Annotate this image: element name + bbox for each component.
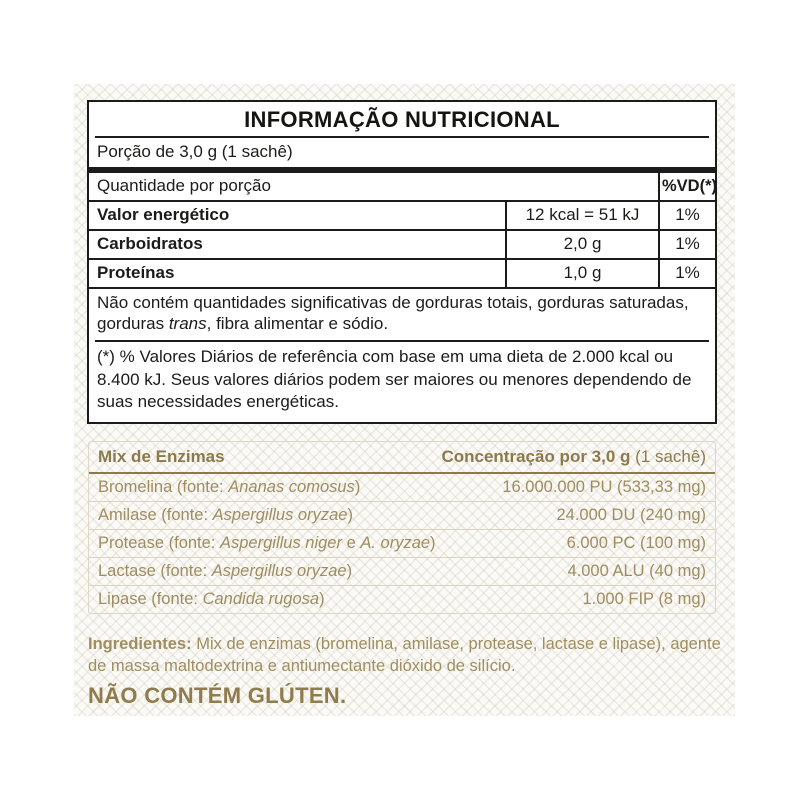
daily-value-header: %VD(*) <box>658 173 715 200</box>
nutrient-label: Carboidratos <box>97 234 203 253</box>
nutrient-label: Proteínas <box>97 263 175 282</box>
enzyme-value: 4.000 ALU (40 mg) <box>567 562 706 580</box>
enzyme-row-lipase <box>89 586 715 613</box>
enzyme-name: Lipase (fonte: Candida rugosa) <box>98 590 325 608</box>
table-row-energy <box>89 202 715 231</box>
no-significant-amounts-note: Não contém quantidades significativas de gorduras totais, gorduras saturadas, gorduras trans, fibra alimentar e sódio. <box>97 293 689 333</box>
nutrient-value: 1,0 g <box>505 260 658 287</box>
table-row-protein <box>89 260 715 289</box>
enzyme-row-bromelina <box>89 474 715 502</box>
enzyme-name: Bromelina (fonte: Ananas comosus) <box>98 478 361 496</box>
nutrition-facts-panel <box>87 100 717 424</box>
serving-size-text: Porção de 3,0 g (1 sachê) <box>97 142 293 161</box>
concentration-header: Concentração por 3,0 g (1 sachê) <box>441 447 706 466</box>
panel-title: INFORMAÇÃO NUTRICIONAL <box>244 107 560 132</box>
nutrient-value: 12 kcal = 51 kJ <box>505 202 658 229</box>
enzyme-row-amilase <box>89 502 715 530</box>
gluten-free-statement: NÃO CONTÉM GLÚTEN. <box>88 683 347 708</box>
table-row-carbs <box>89 231 715 260</box>
nutrient-value: 2,0 g <box>505 231 658 258</box>
enzyme-value: 6.000 PC (100 mg) <box>566 534 706 552</box>
enzyme-value: 16.000.000 PU (533,33 mg) <box>502 478 706 496</box>
enzyme-value: 24.000 DU (240 mg) <box>556 506 706 524</box>
enzyme-mix-table <box>88 441 716 614</box>
quantity-per-serving-label: Quantidade por porção <box>97 176 271 195</box>
daily-values-footnote: (*) % Valores Diários de referência com base em uma dieta de 2.000 kcal ou 8.400 kJ. Seus valores diários podem ser maiores ou menores dependendo de suas necessidades energéticas. <box>97 347 692 411</box>
enzyme-row-protease <box>89 530 715 558</box>
enzyme-row-lactase <box>89 558 715 586</box>
nutrient-dv: 1% <box>658 202 715 229</box>
ingredients-text: Ingredientes: Mix de enzimas (bromelina, amilase, protease, lactase e lipase), agente de massa maltodextrina e antiumectante dióxido de silício. <box>88 635 721 675</box>
enzyme-value: 1.000 FIP (8 mg) <box>582 590 706 608</box>
enzyme-table-header-row <box>89 442 715 474</box>
enzyme-name: Lactase (fonte: Aspergillus oryzae) <box>98 562 353 580</box>
enzyme-name: Protease (fonte: Aspergillus niger e A. oryzae) <box>98 534 436 552</box>
enzyme-mix-title: Mix de Enzimas <box>98 447 225 466</box>
nutrition-table-header-row <box>89 173 718 202</box>
nutrient-dv: 1% <box>658 231 715 258</box>
nutrient-label: Valor energético <box>97 205 230 224</box>
nutrient-dv: 1% <box>658 260 715 287</box>
enzyme-name: Amilase (fonte: Aspergillus oryzae) <box>98 506 353 524</box>
